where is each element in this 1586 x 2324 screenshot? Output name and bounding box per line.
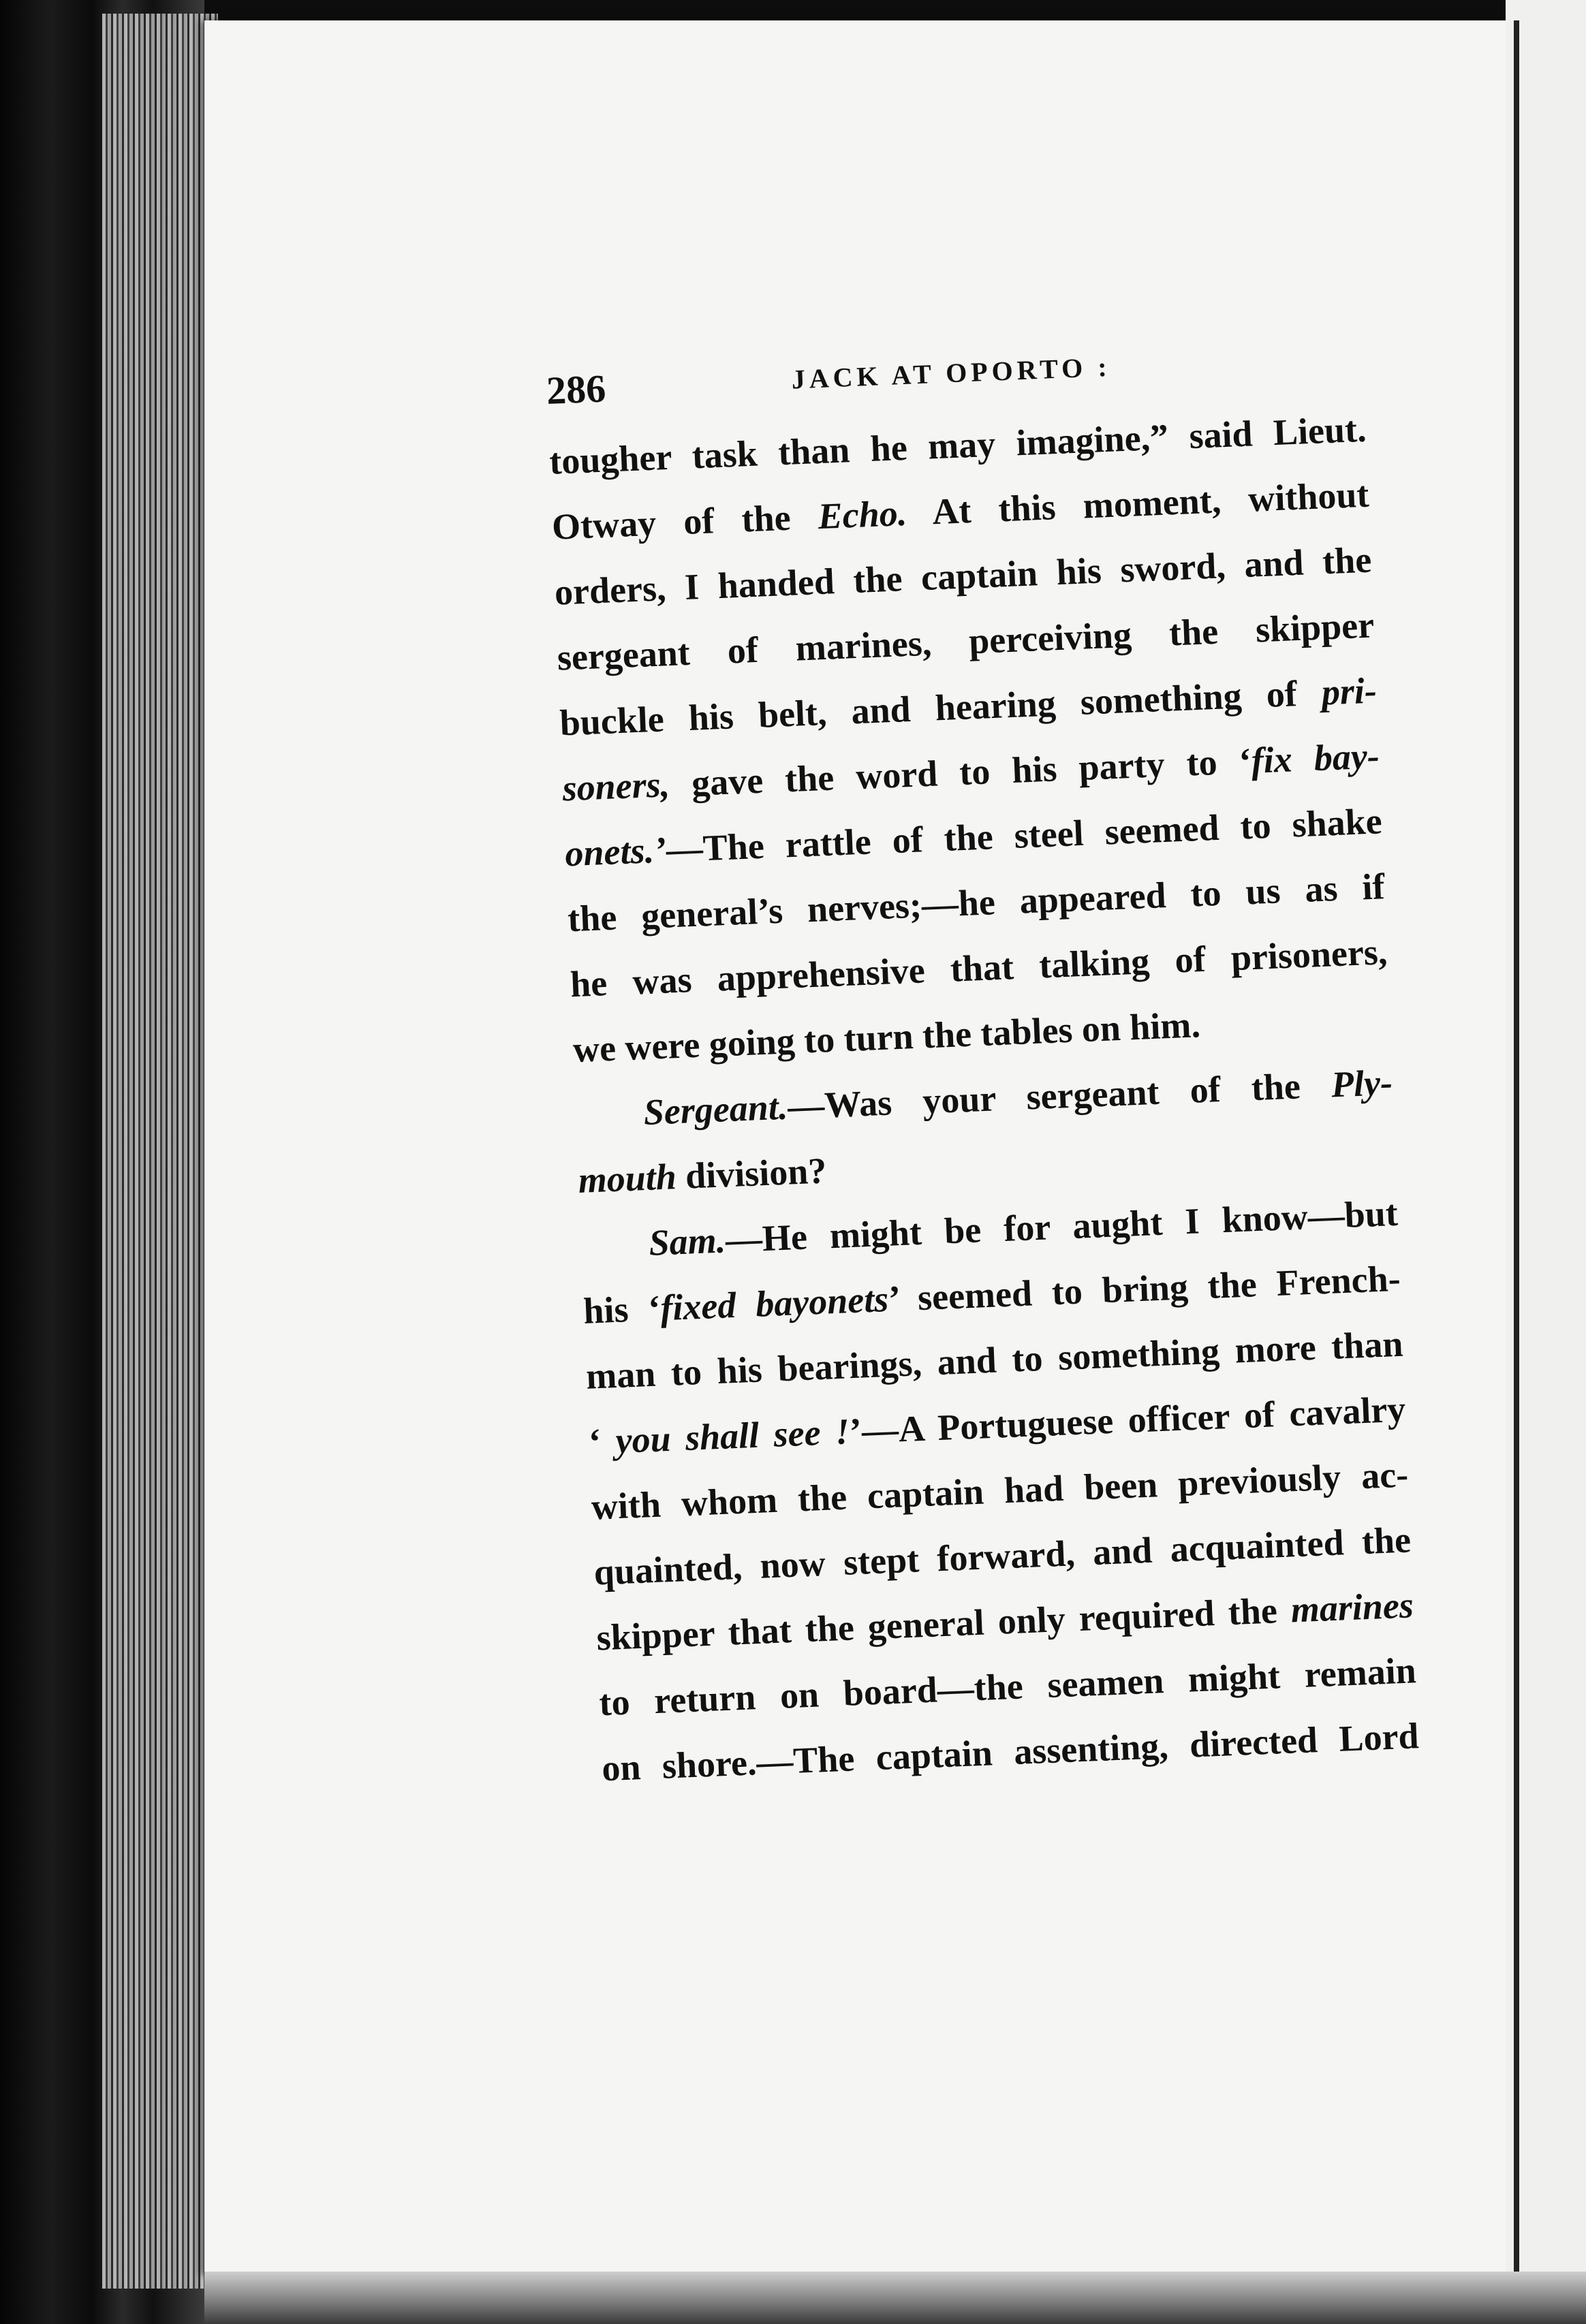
- text-run: quainted, now stept forward, and acquainted the: [593, 1519, 1412, 1593]
- text-run: —Was your sergeant of the: [786, 1064, 1333, 1127]
- italic-text: onets.’: [564, 829, 668, 875]
- page-number: 286: [545, 366, 607, 413]
- italic-text: Sergeant.: [642, 1086, 789, 1133]
- text-run: gave the word to his party to ‘: [668, 740, 1252, 805]
- italic-text: fix bay-: [1250, 735, 1380, 781]
- text-run: ‘: [587, 1420, 617, 1462]
- italic-text: soners,: [561, 764, 671, 809]
- italic-text: you shall see !: [615, 1411, 851, 1462]
- text-run: sergeant of marines, perceiving the skipper: [556, 604, 1375, 678]
- text-block: [545, 319, 1488, 1801]
- text-run: to return on board—the seamen might remain: [598, 1650, 1417, 1724]
- page-edges: [102, 14, 218, 2289]
- italic-text: Echo.: [817, 492, 908, 537]
- body-text: [548, 394, 1488, 1802]
- running-title: JACK AT OPORTO :: [790, 351, 1112, 395]
- text-run: he was apprehensive that talking of prisoners,: [569, 931, 1388, 1005]
- italic-text: pri-: [1320, 670, 1378, 713]
- text-run: ’—A Portuguese officer of cavalry: [848, 1388, 1407, 1452]
- text-run: man to his bearings, and to something more than: [585, 1323, 1404, 1397]
- italic-text: mouth: [577, 1156, 677, 1201]
- text-run: —The rattle of the steel seemed to shake: [665, 800, 1383, 870]
- text-run: skipper that the general only required the: [595, 1589, 1292, 1659]
- text-run: buckle his belt, and hearing something of: [559, 672, 1323, 744]
- text-run: orders, I handed the captain his sword, and the: [553, 539, 1373, 613]
- text-run: Otway of the: [550, 496, 819, 548]
- text-run: At this moment, without: [905, 473, 1370, 533]
- italic-text: Ply-: [1330, 1061, 1394, 1105]
- page-gutter-shadow: [1514, 20, 1519, 2282]
- italic-text: fixed bayonets: [659, 1278, 890, 1329]
- italic-text: marines: [1290, 1584, 1414, 1631]
- text-run: tougher task than he may imagine,” said Lieut.: [548, 408, 1367, 482]
- page-bottom-edge: [204, 2272, 1586, 2324]
- text-run: with whom the captain had been previously ac-: [590, 1454, 1410, 1528]
- text-run: the general’s nerves;—he appeared to us as if: [567, 866, 1386, 940]
- text-run: his ‘: [582, 1287, 662, 1332]
- text-run: division?: [675, 1150, 828, 1197]
- text-run: we were going to turn the tables on him.: [572, 1004, 1201, 1071]
- text-run: on shore.—The captain assenting, directed Lord: [601, 1715, 1420, 1789]
- text-run: —He might be for aught I know—but: [724, 1192, 1399, 1261]
- italic-text: Sam.: [648, 1219, 727, 1263]
- text-run: ’ seemed to bring the French-: [887, 1257, 1401, 1319]
